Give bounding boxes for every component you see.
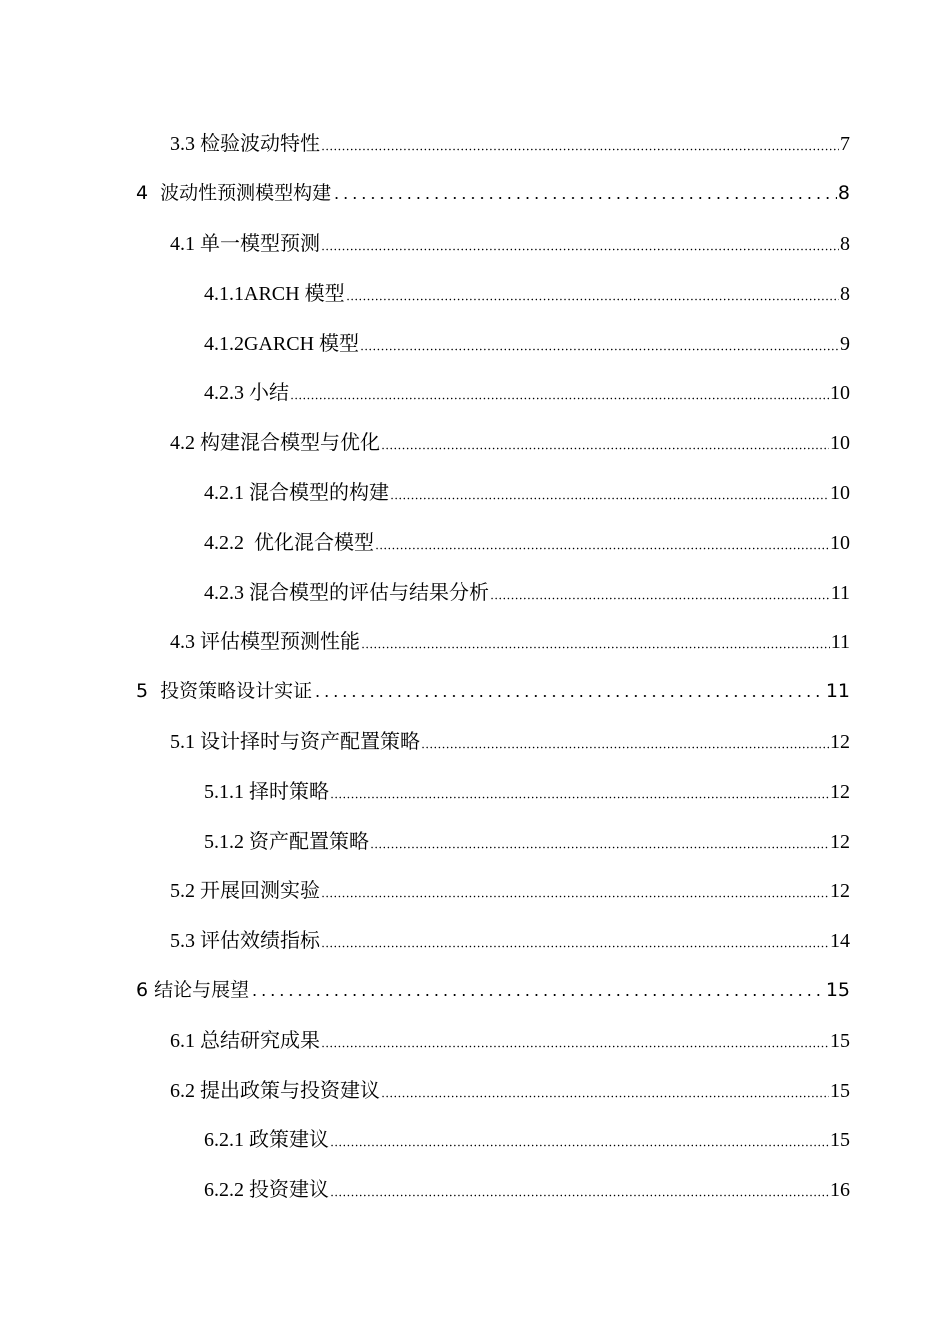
toc-entry-page: 9 bbox=[840, 332, 850, 355]
toc-entry-page: 11 bbox=[830, 581, 850, 604]
toc-entry-title: 4.2.1 混合模型的构建 bbox=[204, 481, 389, 504]
dot-leader bbox=[346, 298, 839, 301]
toc-entry-3-3[interactable] bbox=[0, 117, 950, 167]
dot-leader bbox=[250, 993, 825, 997]
dot-leader bbox=[421, 746, 829, 749]
toc-entry-4-2-3-summary[interactable] bbox=[0, 366, 950, 416]
toc-entry-title: 5 投资策略设计实证 bbox=[136, 680, 313, 703]
dot-leader bbox=[381, 447, 829, 450]
dot-leader bbox=[370, 846, 829, 849]
toc-entry-title: 4.1.1ARCH 模型 bbox=[204, 282, 345, 305]
toc-entry-title: 4.1 单一模型预测 bbox=[170, 232, 320, 255]
toc-entry-title: 4.2.3 混合模型的评估与结果分析 bbox=[204, 581, 489, 604]
toc-entry-page: 10 bbox=[830, 481, 850, 504]
toc-entry-title: 6.2.1 政策建议 bbox=[204, 1129, 329, 1152]
toc-entry-5-2[interactable] bbox=[0, 864, 950, 914]
table-of-contents bbox=[0, 117, 950, 1213]
toc-entry-page: 14 bbox=[830, 930, 850, 953]
toc-entry-page: 7 bbox=[840, 133, 850, 156]
toc-entry-4-2-1[interactable] bbox=[0, 466, 950, 516]
toc-entry-6-1[interactable] bbox=[0, 1013, 950, 1063]
dot-leader bbox=[361, 646, 830, 649]
toc-entry-title: 6.1 总结研究成果 bbox=[170, 1029, 320, 1052]
toc-entry-page: 15 bbox=[830, 1029, 850, 1052]
dot-leader bbox=[321, 1045, 829, 1048]
dot-leader bbox=[321, 895, 829, 898]
toc-entry-chapter-5[interactable] bbox=[0, 665, 950, 715]
dot-leader bbox=[313, 694, 825, 698]
toc-entry-page: 12 bbox=[830, 730, 850, 753]
toc-entry-page: 11 bbox=[830, 631, 850, 654]
toc-entry-4-1-2[interactable] bbox=[0, 316, 950, 366]
dot-leader bbox=[330, 1144, 829, 1147]
toc-entry-title: 5.1.1 择时策略 bbox=[204, 780, 329, 803]
dot-leader bbox=[390, 497, 829, 500]
toc-entry-4-2-3[interactable] bbox=[0, 565, 950, 615]
toc-entry-6-2[interactable] bbox=[0, 1063, 950, 1113]
toc-entry-page: 8 bbox=[840, 232, 850, 255]
toc-entry-6-2-2[interactable] bbox=[0, 1163, 950, 1213]
toc-entry-5-1-2[interactable] bbox=[0, 814, 950, 864]
dot-leader bbox=[321, 148, 839, 151]
toc-entry-page: 12 bbox=[830, 780, 850, 803]
toc-entry-page: 8 bbox=[840, 282, 850, 305]
toc-entry-title: 6 结论与展望 bbox=[136, 978, 250, 1001]
dot-leader bbox=[321, 945, 829, 948]
toc-entry-page: 12 bbox=[830, 830, 850, 853]
dot-leader bbox=[321, 248, 839, 251]
toc-entry-title: 5.3 评估效绩指标 bbox=[170, 930, 320, 953]
dot-leader bbox=[375, 547, 829, 550]
dot-leader bbox=[330, 1194, 829, 1197]
toc-entry-page: 11 bbox=[825, 680, 850, 703]
toc-entry-title: 4 波动性预测模型构建 bbox=[136, 182, 332, 205]
toc-entry-title: 5.1.2 资产配置策略 bbox=[204, 830, 369, 853]
toc-entry-title: 4.1.2GARCH 模型 bbox=[204, 332, 360, 355]
toc-entry-page: 10 bbox=[830, 531, 850, 554]
toc-entry-page: 16 bbox=[830, 1179, 850, 1202]
toc-entry-page: 15 bbox=[830, 1129, 850, 1152]
toc-entry-title: 6.2.2 投资建议 bbox=[204, 1179, 329, 1202]
toc-entry-4-1-1[interactable] bbox=[0, 266, 950, 316]
toc-entry-title: 3.3 检验波动特性 bbox=[170, 133, 320, 156]
toc-entry-5-1-1[interactable] bbox=[0, 764, 950, 814]
toc-entry-6-2-1[interactable] bbox=[0, 1113, 950, 1163]
toc-entry-4-3[interactable] bbox=[0, 615, 950, 665]
dot-leader bbox=[381, 1095, 829, 1098]
toc-entry-5-3[interactable] bbox=[0, 914, 950, 964]
toc-entry-page: 15 bbox=[825, 978, 850, 1001]
toc-entry-title: 4.2.2 优化混合模型 bbox=[204, 531, 374, 554]
toc-entry-title: 5.2 开展回测实验 bbox=[170, 880, 320, 903]
dot-leader bbox=[290, 397, 829, 400]
toc-entry-title: 6.2 提出政策与投资建议 bbox=[170, 1079, 380, 1102]
toc-entry-page: 15 bbox=[830, 1079, 850, 1102]
dot-leader bbox=[490, 597, 830, 600]
dot-leader bbox=[330, 796, 829, 799]
toc-entry-title: 5.1 设计择时与资产配置策略 bbox=[170, 730, 420, 753]
dot-leader bbox=[332, 196, 837, 200]
toc-entry-chapter-4[interactable] bbox=[0, 167, 950, 217]
toc-entry-page: 8 bbox=[837, 182, 850, 205]
toc-entry-title: 4.2 构建混合模型与优化 bbox=[170, 432, 380, 455]
toc-entry-page: 10 bbox=[830, 382, 850, 405]
toc-entry-title: 4.2.3 小结 bbox=[204, 382, 289, 405]
toc-entry-4-2[interactable] bbox=[0, 416, 950, 466]
toc-entry-chapter-6[interactable] bbox=[0, 964, 950, 1014]
toc-entry-page: 10 bbox=[830, 432, 850, 455]
dot-leader bbox=[360, 348, 839, 351]
toc-entry-4-2-2[interactable] bbox=[0, 515, 950, 565]
toc-entry-5-1[interactable] bbox=[0, 715, 950, 765]
toc-entry-page: 12 bbox=[830, 880, 850, 903]
toc-entry-4-1[interactable] bbox=[0, 217, 950, 267]
toc-entry-title: 4.3 评估模型预测性能 bbox=[170, 631, 360, 654]
